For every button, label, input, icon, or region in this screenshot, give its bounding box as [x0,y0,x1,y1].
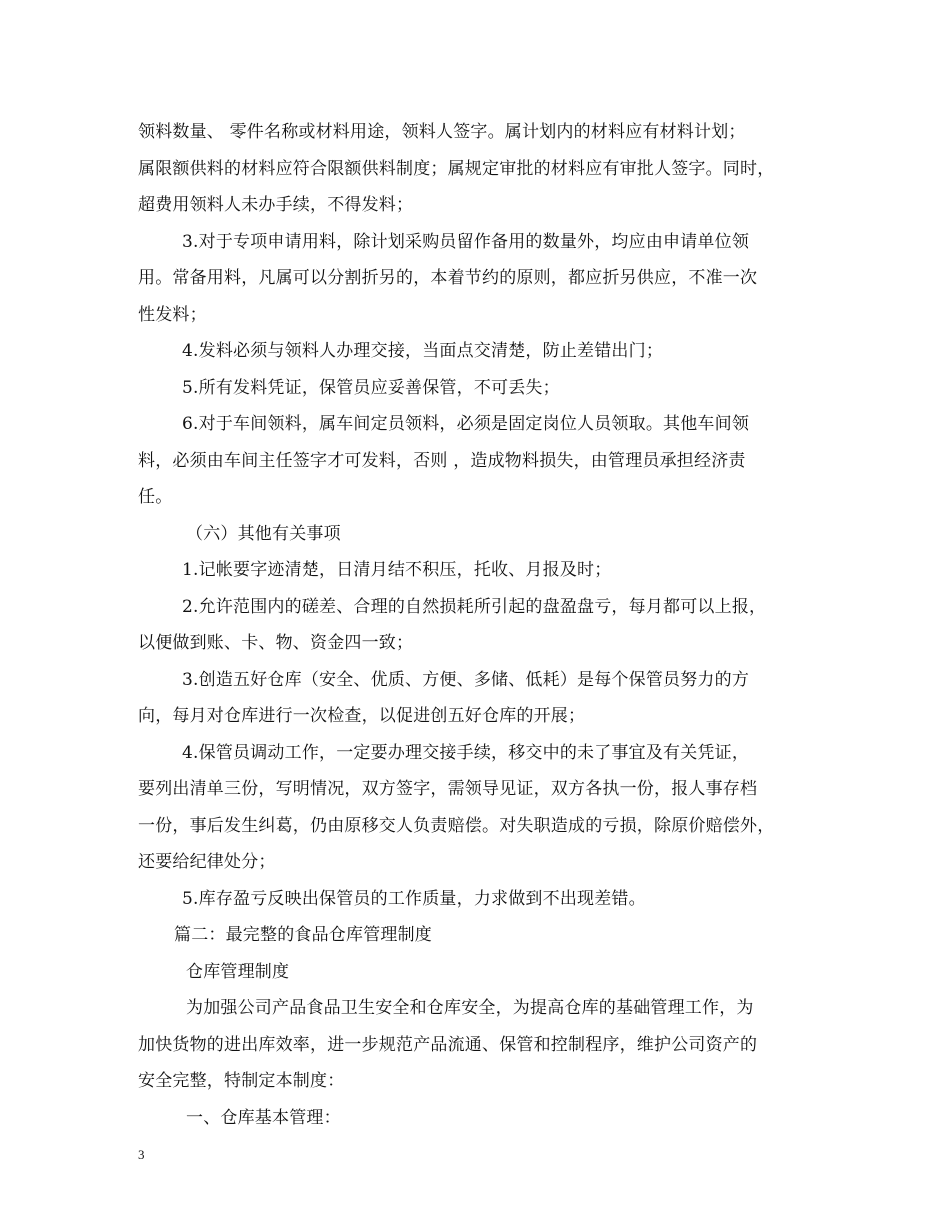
list-item-3: 3.对于专项申请用料，除计划采购员留作备用的数量外，均应由申请单位领 [182,231,750,252]
list-item-1: 1.记帐要字迹清楚，日清月结不积压，托收、月报及时； [182,560,612,580]
text-line: 任。 [138,487,173,507]
section-title: 仓库管理制度 [186,961,290,982]
section-heading-one: 一、仓库基本管理： [186,1107,341,1128]
paragraph-start: 为加强公司产品食品卫生安全和仓库安全，为提高仓库的基础管理工作，为 [186,998,754,1018]
document-body [138,114,818,1136]
text-line: 一份，事后发生纠葛，仍由原移交人负责赔偿。对失职造成的亏损，除原价赔偿外， [138,815,775,836]
text-line: 料，必须由车间主任签字才可发料，否则 ，造成物料损失，由管理员承担经济责 [138,450,746,471]
chapter-heading: 篇二：最完整的食品仓库管理制度 [174,925,432,945]
page-number: 3 [138,1147,145,1162]
text-line: 要列出清单三份，写明情况，双方签字，需领导见证，双方各执一份，报人事存档 [138,779,758,799]
text-line: 性发料； [138,304,207,325]
text-line: 安全完整，特制定本制度： [138,1071,345,1091]
list-item-5: 5.所有发料凭证，保管员应妥善保管，不可丢失； [182,377,560,398]
section-heading-six: （六）其他有关事项 [186,523,341,544]
list-item-2: 2.允许范围内的磋差、合理的自然损耗所引起的盘盈盘亏，每月都可以上报， [182,596,767,617]
text-line: 属限额供料的材料应符合限额供料制度；属规定审批的材料应有审批人签字。同时， [138,158,775,179]
text-line: 用。常备用料，凡属可以分割折另的，本着节约的原则，都应折另供应，不准一次 [138,268,758,288]
list-item-4: 4.保管员调动工作，一定要办理交接手续，移交中的未了事宜及有关凭证， [182,742,750,763]
list-item-4: 4.发料必须与领料人办理交接，当面点交清楚，防止差错出门； [182,341,664,361]
text-line: 加快货物的进出库效率，进一步规范产品流通、保管和控制程序，维护公司资产的 [138,1034,758,1055]
list-item-6: 6.对于车间领料，属车间定员领料，必须是固定岗位人员领取。其他车间领 [182,414,750,434]
text-line: 向，每月对仓库进行一次检查，以促进创五好仓库的开展； [138,706,586,726]
text-line: 超费用领料人未办手续，不得发料； [138,195,414,215]
text-line: 领料数量、 零件名称或材料用途，领料人签字。属计划内的材料应有材料计划； [138,122,746,142]
text-line: 以便做到账、卡、物、资金四一致； [138,633,414,653]
list-item-3: 3.创造五好仓库（安全、优质、方便、多储、低耗）是每个保管员努力的方 [182,669,750,690]
text-line: 还要给纪律处分； [138,852,276,872]
list-item-5: 5.库存盈亏反映出保管员的工作质量，力求做到不出现差错。 [182,888,646,909]
